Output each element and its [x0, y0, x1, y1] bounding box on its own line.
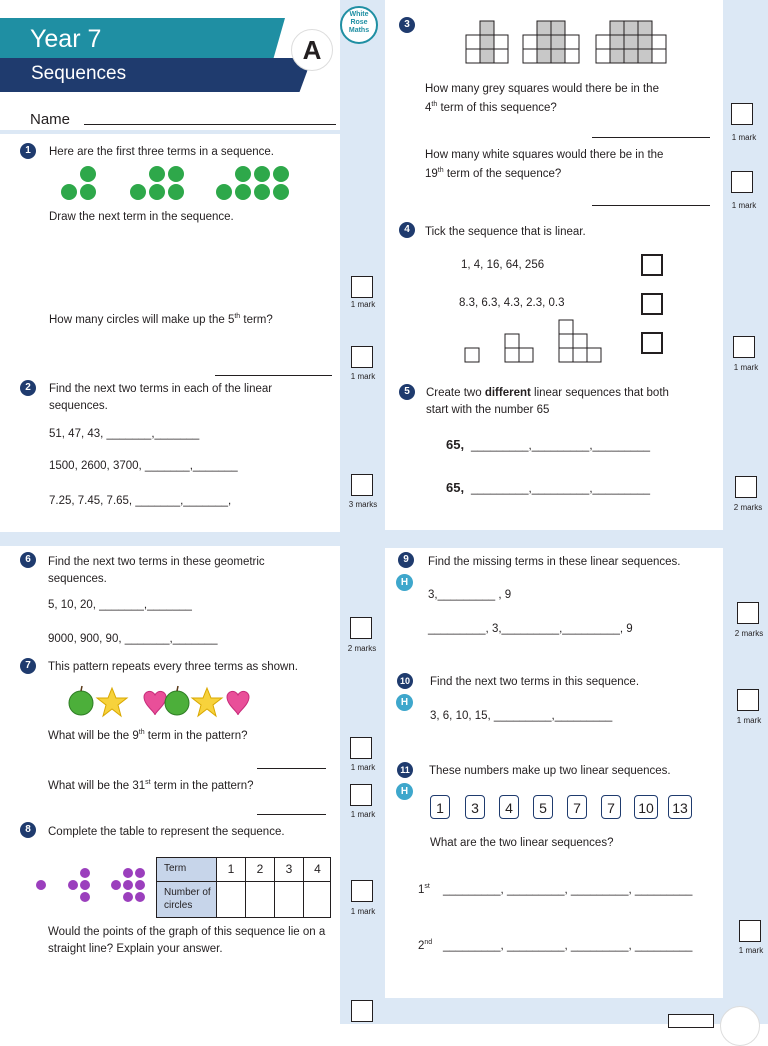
q1-question: How many circles will make up the 5th term?: [49, 313, 273, 326]
q10-mark-box[interactable]: [737, 689, 759, 711]
q2-number: 2: [20, 380, 36, 396]
q1-mark-box-2[interactable]: [351, 346, 373, 368]
q3-question-1-line2: 4th term of this sequence?: [425, 101, 557, 114]
q11-mark-label: 1 mark: [738, 946, 764, 955]
q1-number: 1: [20, 143, 36, 159]
q8-mark-box[interactable]: [351, 880, 373, 902]
q2-mark-box[interactable]: [351, 474, 373, 496]
q1-mark-label-2: 1 mark: [350, 372, 376, 381]
q10-text: Find the next two terms in this sequence.: [430, 676, 640, 688]
q9-row-1[interactable]: 3,_________ , 9: [428, 589, 512, 601]
q8-table-answer-2[interactable]: [246, 882, 275, 917]
q5-row-1-blanks[interactable]: _________,_________,_________: [471, 440, 651, 452]
q5-number: 5: [399, 384, 415, 400]
q1-mark-box[interactable]: [351, 276, 373, 298]
q7-question-2: What will be the 31st term in the pattern?: [48, 779, 254, 792]
q5-mark-box[interactable]: [735, 476, 757, 498]
q8-table-term-4: 4: [304, 858, 331, 882]
q11-number-box-3: 4: [499, 795, 519, 819]
q3-question-1-line1: How many grey squares would there be in the: [425, 83, 659, 95]
left-middle-strip: [0, 532, 340, 546]
q2-row-3: 7.25, 7.45, 7.65, _______,_______,: [49, 495, 232, 507]
q11-second-label: 2nd: [418, 939, 433, 952]
q3-answer-line-1[interactable]: [592, 137, 710, 138]
q8-mark-label: 1 mark: [350, 907, 376, 916]
q9-row-2[interactable]: _________, 3,_________,_________, 9: [428, 623, 633, 635]
q3-mark-box-2[interactable]: [731, 171, 753, 193]
q11-number: 11: [397, 762, 413, 778]
q8-table: [156, 857, 331, 918]
q11-number-box-8: 13: [668, 795, 692, 819]
q3-answer-line-2[interactable]: [592, 205, 710, 206]
q8-table-circles-header: Number of circles: [157, 882, 217, 917]
q11-number-box-7: 10: [634, 795, 658, 819]
q3-number: 3: [399, 17, 415, 33]
q9-mark-box[interactable]: [737, 602, 759, 624]
q8-text: Complete the table to represent the sequence.: [48, 826, 285, 838]
q8-table-term-2: 2: [246, 858, 275, 882]
q4-number: 4: [399, 222, 415, 238]
name-line[interactable]: [84, 124, 336, 125]
version-badge: A: [291, 29, 333, 71]
q4-tick-box-1[interactable]: [641, 254, 663, 276]
q7-mark-label-2: 1 mark: [350, 810, 376, 819]
q3-mark-label-1: 1 mark: [731, 133, 757, 142]
q11-number-box-1: 1: [430, 795, 450, 819]
q2-row-2: 1500, 2600, 3700, _______,_______: [49, 460, 238, 472]
q4-mark-label: 1 mark: [733, 363, 759, 372]
q11-number-box-4: 5: [533, 795, 553, 819]
q4-mark-box[interactable]: [733, 336, 755, 358]
q9-text: Find the missing terms in these linear sequences.: [428, 556, 681, 568]
q7-shape-pattern: [66, 686, 256, 718]
q4-option-1: 1, 4, 16, 64, 256: [461, 259, 545, 271]
q8-table-answer-3[interactable]: [275, 882, 304, 917]
q3-square-pattern: [466, 21, 668, 65]
q7-number: 7: [20, 658, 36, 674]
q11-text: These numbers make up two linear sequences.: [429, 765, 671, 777]
q1-instruction: Draw the next term in the sequence.: [49, 211, 234, 223]
q9-mark-label: 2 marks: [734, 629, 764, 638]
q8-table-answer-1[interactable]: [217, 882, 246, 917]
q8-dot-pattern: [34, 866, 154, 906]
q7-mark-box-2[interactable]: [350, 784, 372, 806]
q11-first-label: 1st: [418, 883, 430, 896]
q11-higher-badge: H: [396, 783, 413, 800]
q7-question-1: What will be the 9th term in the pattern?: [48, 729, 248, 742]
q6-text: Find the next two terms in these geometric sequences.: [48, 556, 265, 585]
right-margin-strip: [723, 0, 768, 1024]
q9-higher-badge: H: [396, 574, 413, 591]
q6-mark-box[interactable]: [350, 617, 372, 639]
q6-number: 6: [20, 552, 36, 568]
q11-mark-box[interactable]: [739, 920, 761, 942]
q2-text: Find the next two terms in each of the linear sequences.: [49, 383, 273, 412]
q11-question: What are the two linear sequences?: [430, 837, 614, 849]
q11-second-blanks[interactable]: _________, _________, _________, _________: [443, 940, 693, 952]
topic-title: Sequences: [31, 63, 127, 84]
q10-higher-badge: H: [396, 694, 413, 711]
next-page-badge: [720, 1006, 760, 1046]
q1-text: Here are the first three terms in a sequence.: [49, 146, 274, 158]
q2-mark-label: 3 marks: [348, 500, 378, 509]
q5-row-1-start: 65,: [446, 437, 465, 452]
q8-table-term-3: 3: [275, 858, 304, 882]
q6-row-1: 5, 10, 20, _______,_______: [48, 599, 192, 611]
q4-tick-box-2[interactable]: [641, 293, 663, 315]
q10-row[interactable]: 3, 6, 10, 15, _________,_________: [430, 710, 613, 722]
q11-first-blanks[interactable]: _________, _________, _________, _________: [443, 884, 693, 896]
q9-number: 9: [398, 552, 414, 568]
q5-row-2-start: 65,: [446, 480, 465, 495]
q10-number: 10: [397, 673, 413, 689]
name-label: Name: [30, 111, 71, 128]
q8-followup: Would the points of the graph of this sequence lie on a straight line? Explain your answer.: [48, 926, 326, 955]
middle-gap-strip: [385, 530, 723, 548]
q11-number-box-5: 7: [567, 795, 587, 819]
q3-question-2-line1: How many white squares would there be in the: [425, 149, 664, 161]
q1-mark-label: 1 mark: [350, 300, 376, 309]
q3-mark-box-1[interactable]: [731, 103, 753, 125]
q5-row-2-blanks[interactable]: _________,_________,_________: [471, 483, 651, 495]
q8-table-term-header: Term: [157, 858, 217, 882]
q2-row-1: 51, 47, 43, _______,_______: [49, 428, 200, 440]
q7-mark-label-1: 1 mark: [350, 763, 376, 772]
q1-answer-line[interactable]: [215, 375, 332, 376]
q8-table-answer-4[interactable]: [304, 882, 331, 917]
q6-row-2: 9000, 900, 90, _______,_______: [48, 633, 218, 645]
q1-circle-pattern: [60, 163, 300, 205]
q7-answer-line-2[interactable]: [257, 814, 326, 815]
q10-mark-label: 1 mark: [736, 716, 762, 725]
q7-answer-line-1[interactable]: [257, 768, 326, 769]
q3-question-2-line2: 19th term of the sequence?: [425, 167, 562, 180]
left-top-strip: [0, 130, 340, 134]
q4-tick-box-3[interactable]: [641, 332, 663, 354]
next-page-box: [668, 1014, 714, 1028]
q11-number-box-2: 3: [465, 795, 485, 819]
q4-option-2: 8.3, 6.3, 4.3, 2.3, 0.3: [459, 297, 565, 309]
q5-text-line2: start with the number 65: [426, 404, 550, 416]
q4-square-pattern: [465, 318, 605, 364]
q7-mark-box-1[interactable]: [350, 737, 372, 759]
q3-mark-label-2: 1 mark: [731, 201, 757, 210]
q7-text: This pattern repeats every three terms as shown.: [48, 661, 298, 673]
q8-table-term-1: 1: [217, 858, 246, 882]
year-title: Year 7: [30, 25, 102, 53]
left-margin-strip: [340, 0, 385, 1024]
q11-number-box-6: 7: [601, 795, 621, 819]
q5-text: Create two different linear sequences that both: [426, 387, 669, 399]
q4-text: Tick the sequence that is linear.: [425, 226, 586, 238]
q8-mark-box-2[interactable]: [351, 1000, 373, 1022]
logo-text: White Rose Maths: [348, 11, 370, 34]
q8-number: 8: [20, 822, 36, 838]
q6-mark-label: 2 marks: [347, 644, 377, 653]
q5-mark-label: 2 marks: [733, 503, 763, 512]
